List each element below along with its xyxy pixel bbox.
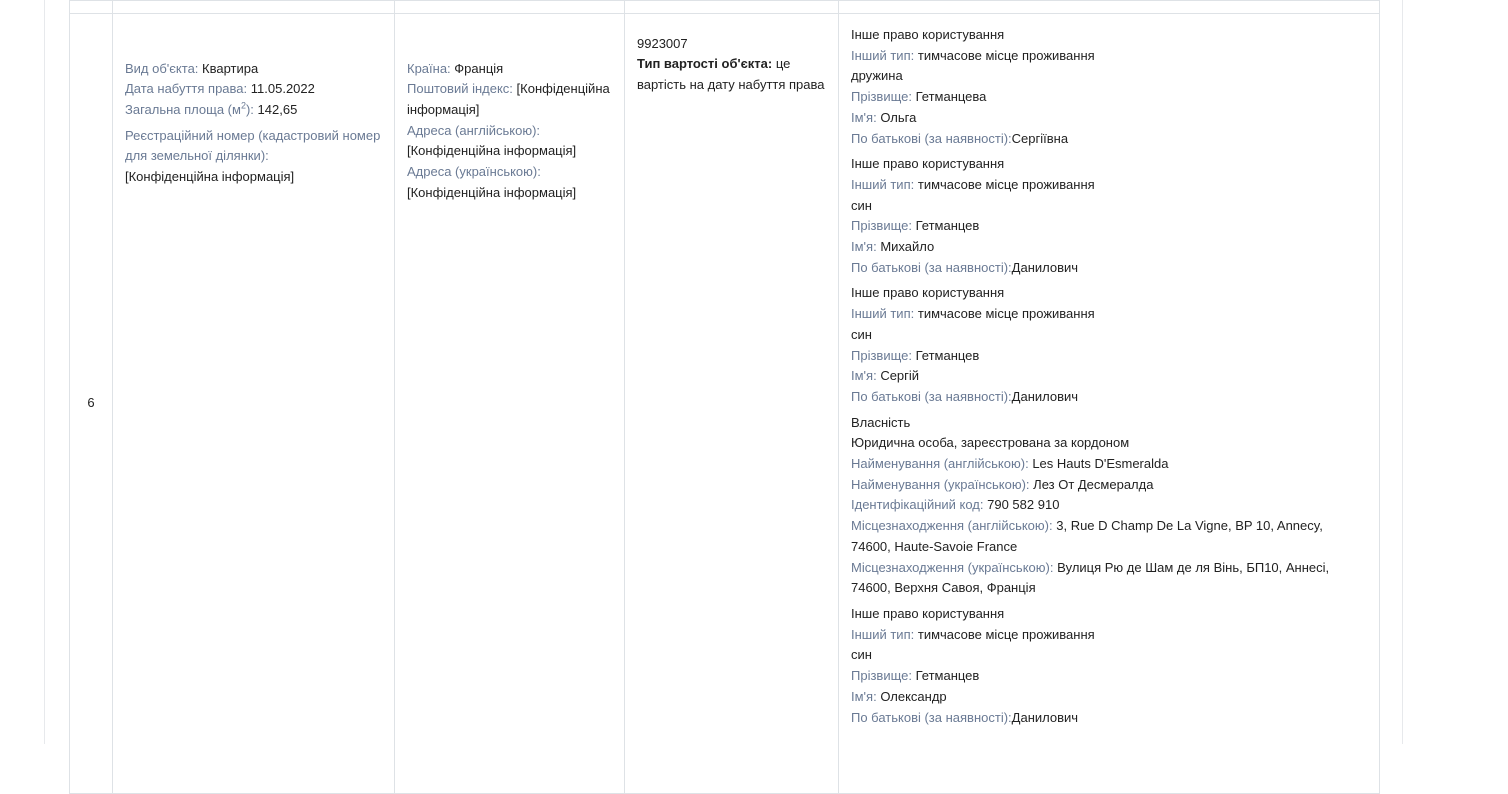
surname-label: Прізвище: — [851, 668, 912, 684]
patronymic-label: По батькові (за наявності): — [851, 130, 1012, 146]
surname-label: Прізвище: — [851, 89, 912, 105]
postal-code-label: Поштовий індекс: — [407, 81, 513, 97]
relation: син — [851, 197, 872, 213]
cost-type-value: це вартість на дату набуття права — [637, 56, 825, 92]
other-type-label: Інший тип: — [851, 626, 915, 642]
cost-value: 9923007 — [637, 35, 688, 51]
right-title: Інше право користування — [851, 156, 1005, 172]
declaration-table — [69, 0, 1380, 794]
address-ua-label: Адреса (українською): — [407, 164, 541, 180]
registration-number-label: Реєстраційний номер (кадастровий номер для земельної ділянки): — [125, 127, 381, 164]
surname-value: Гетманцев — [915, 347, 980, 363]
previous-row — [70, 1, 1380, 14]
other-type-value: тимчасове місце проживання — [917, 47, 1095, 63]
acquisition-date-label: Дата набуття права: — [125, 81, 248, 97]
other-type-value: тимчасове місце проживання — [917, 626, 1095, 642]
other-type-value: тимчасове місце проживання — [917, 306, 1095, 322]
name-en-label: Найменування (англійською): — [851, 456, 1029, 472]
relation: син — [851, 647, 872, 663]
right-entry — [851, 154, 1367, 278]
location-en-value: 3, Rue D Champ De La Vigne, BP 10, Annecy, 74600, Haute-Savoie France — [851, 518, 1323, 554]
patronymic-value: Данилович — [1011, 709, 1079, 725]
name-value: Олександр — [880, 688, 947, 704]
rights-cell — [839, 14, 1380, 794]
name-value: Ольга — [880, 109, 917, 125]
object-type-label: Вид об'єкта: — [125, 60, 199, 76]
table-row — [70, 14, 1380, 794]
right-title: Інше право користування — [851, 27, 1005, 42]
object-cell — [113, 14, 395, 794]
object-block — [125, 59, 382, 188]
right-entry — [851, 25, 1367, 149]
address-cell — [395, 14, 625, 794]
name-label: Ім'я: — [851, 688, 877, 704]
surname-value: Гетманцева — [915, 89, 987, 105]
acquisition-date-value: 11.05.2022 — [250, 81, 315, 97]
location-ua-label: Місцезнаходження (українською): — [851, 559, 1054, 575]
address-block — [407, 59, 612, 204]
id-code-value: 790 582 910 — [987, 497, 1060, 513]
cost-type-label: Тип вартості об'єкта: — [637, 56, 773, 72]
name-label: Ім'я: — [851, 368, 877, 384]
id-code-label: Ідентифікаційний код: — [851, 497, 984, 513]
name-ua-label: Найменування (українською): — [851, 476, 1030, 492]
surname-label: Прізвище: — [851, 347, 912, 363]
right-entry — [851, 604, 1367, 728]
area-label: Загальна площа $(м^2)$: — [125, 100, 254, 117]
ownership-title: Власність — [851, 414, 911, 430]
other-type-label: Інший тип: — [851, 306, 915, 322]
registration-number-value: [Конфіденційна інформація] — [125, 169, 295, 185]
entity-type: Юридична особа, зареєстрована за кордоном — [851, 435, 1130, 451]
right-title: Інше право користування — [851, 605, 1005, 621]
name-en-value: Les Hauts D'Esmeralda — [1032, 456, 1169, 472]
surname-value: Гетманцев — [915, 668, 980, 684]
address-en-label: Адреса (англійською): — [407, 122, 541, 138]
name-value: Михайло — [880, 239, 935, 255]
patronymic-label: По батькові (за наявності): — [851, 709, 1012, 725]
relation: дружина — [851, 68, 903, 84]
cost-cell — [625, 14, 839, 794]
ownership-entry — [851, 413, 1367, 599]
area-value-text: 142,65 — [257, 101, 298, 117]
object-type-value: Квартира — [202, 60, 259, 76]
location-en-label: Місцезнаходження (англійською): — [851, 518, 1053, 534]
name-label: Ім'я: — [851, 239, 877, 255]
cost-block — [637, 34, 826, 96]
other-type-label: Інший тип: — [851, 47, 915, 63]
country-label: Країна: — [407, 60, 451, 76]
address-ua-value: [Конфіденційна інформація] — [407, 184, 577, 200]
other-type-label: Інший тип: — [851, 176, 915, 192]
row-number: 6 — [70, 14, 113, 794]
country-value: Франція — [454, 60, 504, 76]
name-ua-value: Лез От Десмералда — [1033, 476, 1154, 492]
name-label: Ім'я: — [851, 109, 877, 125]
patronymic-value: Сергіївна — [1011, 130, 1069, 146]
surname-label: Прізвище: — [851, 218, 912, 234]
patronymic-value: Данилович — [1011, 388, 1079, 404]
name-value: Сергій — [880, 368, 920, 384]
address-en-value: [Конфіденційна інформація] — [407, 143, 577, 159]
location-ua-value: Вулиця Рю де Шам де ля Вінь, БП10, Аннесі, 74600, Верхня Савоя, Франція — [851, 559, 1330, 596]
postal-code-value: [Конфіденційна інформація] — [407, 81, 610, 117]
patronymic-label: По батькові (за наявності): — [851, 388, 1012, 404]
patronymic-label: По батькові (за наявності): — [851, 259, 1012, 275]
right-title: Інше право користування — [851, 285, 1005, 301]
surname-value: Гетманцев — [915, 218, 980, 234]
other-type-value: тимчасове місце проживання — [917, 176, 1095, 192]
patronymic-value: Данилович — [1011, 259, 1079, 275]
relation: син — [851, 326, 872, 342]
right-entry — [851, 283, 1367, 407]
